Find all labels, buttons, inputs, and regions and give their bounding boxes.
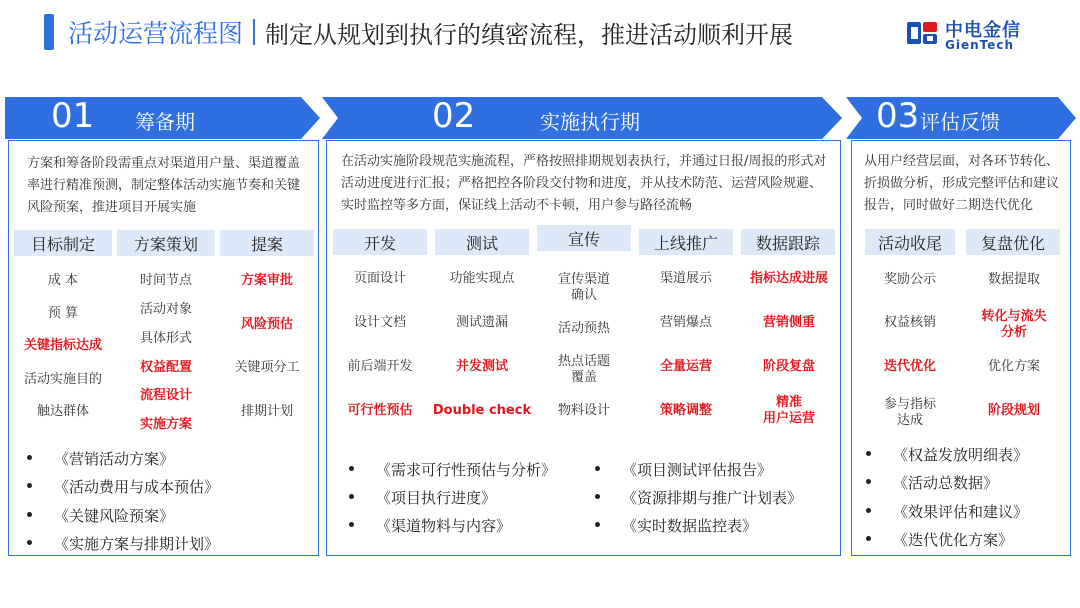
phase-2-document — [349, 515, 511, 536]
phase-3-panel — [851, 140, 1071, 556]
phase-2-item: 宣传渠道 确认 — [557, 272, 610, 303]
bullet-icon — [866, 508, 871, 513]
logo-text-en: GienTech — [945, 38, 1015, 52]
phase-3-category-wrapup: 活动收尾 — [865, 229, 955, 255]
phase-1-item: 排期计划 — [240, 404, 293, 419]
phase-3-document-title: 《迭代优化方案》 — [893, 531, 1014, 549]
bullet-icon — [595, 466, 600, 471]
phase-1-document-title: 《活动费用与成本预估》 — [54, 478, 220, 496]
phase-2-category-launch: 上线推广 — [639, 229, 733, 255]
phase-2-item: 热点话题 覆盖 — [557, 354, 610, 385]
page-title: 活动运营流程图 — [68, 19, 244, 48]
bullet-icon — [595, 494, 600, 499]
phase-3-item: 阶段规划 — [987, 403, 1040, 418]
phase-3-document-title: 《权益发放明细表》 — [893, 446, 1029, 464]
phase-1-panel — [8, 140, 319, 556]
phase-1-document — [27, 448, 174, 469]
phase-2-document-title: 《项目执行进度》 — [376, 489, 497, 507]
bullet-icon — [349, 466, 354, 471]
phase-3-category-review: 复盘优化 — [966, 229, 1060, 255]
phase-2-header — [322, 97, 842, 139]
phase-2-document — [349, 459, 556, 480]
phase-2-item: 全量运营 — [659, 359, 712, 374]
phase-1-header — [5, 97, 320, 139]
phase-1-item: 触达群体 — [36, 404, 89, 419]
bullet-icon — [349, 494, 354, 499]
phase-2-document-title: 《项目测试评估报告》 — [622, 461, 773, 479]
phase-1-item: 预 算 — [47, 306, 79, 321]
phase-1-document-title: 《关键风险预案》 — [54, 507, 175, 525]
phase-2-document — [595, 459, 772, 480]
bullet-icon — [595, 522, 600, 527]
phase-3-item: 数据提取 — [987, 272, 1040, 287]
phase-2-item: 功能实现点 — [449, 271, 515, 286]
phase-1-number: 01 — [51, 96, 95, 136]
logo-mark-icon — [905, 16, 939, 50]
phase-3-name: 评估反馈 — [920, 110, 1000, 134]
phase-1-item: 具体形式 — [139, 331, 192, 346]
phase-1-document-title: 《实施方案与排期计划》 — [54, 535, 220, 553]
phase-3-document — [866, 501, 1028, 522]
phase-3-document — [866, 529, 1013, 550]
phase-2-item: 营销侧重 — [762, 315, 815, 330]
phase-2-panel — [326, 140, 841, 556]
phase-2-item: 测试遗漏 — [455, 315, 508, 330]
phase-1-category-proposal: 提案 — [220, 230, 314, 256]
phase-1-item: 方案审批 — [240, 273, 293, 288]
bullet-icon — [27, 455, 32, 460]
title-accent-bar — [44, 14, 54, 50]
phase-2-item: 阶段复盘 — [762, 359, 815, 374]
bullet-icon — [866, 479, 871, 484]
company-logo — [905, 14, 1025, 54]
phase-2-item: 并发测试 — [455, 359, 508, 374]
phase-2-document-title: 《实时数据监控表》 — [622, 517, 758, 535]
phase-2-item: 设计文档 — [353, 315, 406, 330]
phase-1-item: 时间节点 — [139, 273, 192, 288]
phase-2-document — [595, 487, 802, 508]
phase-2-category-tracking: 数据跟踪 — [741, 229, 835, 255]
phase-2-number: 02 — [432, 96, 476, 136]
bullet-icon — [866, 536, 871, 541]
bullet-icon — [27, 512, 32, 517]
phase-3-number: 03 — [876, 96, 920, 136]
bullet-icon — [27, 483, 32, 488]
phase-3-item: 转化与流失 分析 — [981, 309, 1047, 340]
header — [44, 14, 793, 50]
phase-2-item: 渠道展示 — [659, 271, 712, 286]
phase-2-item: 指标达成进展 — [749, 271, 828, 286]
phase-2-category-test: 测试 — [435, 229, 529, 255]
bullet-icon — [27, 540, 32, 545]
phase-2-item: 精准 用户运营 — [762, 395, 815, 426]
phase-3-description: 从用户经营层面，对各环节转化、折损做分析，形成完整评估和建议报告，同时做好二期迭代优化 — [864, 154, 1060, 213]
phase-1-item: 成 本 — [47, 273, 79, 288]
phase-2-category-dev: 开发 — [333, 229, 427, 255]
phase-3-document-title: 《活动总数据》 — [893, 474, 999, 492]
phase-2-item: 营销爆点 — [659, 315, 712, 330]
phase-1-item: 活动对象 — [139, 302, 192, 317]
phase-1-description: 方案和筹备阶段需重点对渠道用户量、渠道覆盖率进行精准预测，制定整体活动实施节奏和关键风险预案，推进项目开展实施 — [27, 156, 301, 215]
phase-1-category-goals: 目标制定 — [14, 230, 112, 256]
phase-2-item: 物料设计 — [557, 403, 610, 418]
phase-2-document — [595, 515, 757, 536]
phase-3-item: 参与指标 达成 — [883, 397, 936, 428]
phase-2-document-title: 《需求可行性预估与分析》 — [376, 461, 557, 479]
phase-2-document — [349, 487, 496, 508]
phase-3-header — [846, 97, 1076, 139]
phase-1-document — [27, 533, 219, 554]
page-subtitle: 制定从规划到执行的缜密流程，推进活动顺利开展 — [265, 20, 794, 49]
phase-2-document-title: 《资源排期与推广计划表》 — [622, 489, 803, 507]
phase-2-name: 实施执行期 — [540, 110, 640, 134]
bullet-icon — [866, 451, 871, 456]
phase-3-item: 优化方案 — [987, 359, 1040, 374]
phase-1-item: 风险预估 — [240, 317, 293, 332]
phase-3-item: 迭代优化 — [883, 359, 936, 374]
phase-1-item: 关键指标达成 — [23, 338, 102, 353]
phase-1-item: 实施方案 — [139, 417, 192, 432]
phase-2-item: 页面设计 — [353, 271, 406, 286]
phase-1-document — [27, 505, 174, 526]
phase-2-item: 可行性预估 — [347, 403, 413, 418]
phase-2-description: 在活动实施阶段规范实施流程，严格按照排期规划表执行，并通过日报/周报的形式对活动进度进行汇报；严格把控各阶段交付物和进度，并从技术防范、运营风险规避、实时监控等多方面，保证线上活动不卡顿，用户参与路径流畅 — [341, 154, 827, 213]
phase-1-document — [27, 476, 219, 497]
phase-2-item: 活动预热 — [557, 321, 610, 336]
bullet-icon — [349, 522, 354, 527]
phase-1-item: 权益配置 — [139, 360, 192, 375]
phase-3-item: 权益核销 — [883, 315, 936, 330]
phase-1-item: 关键项分工 — [234, 360, 300, 375]
phase-2-item: 前后端开发 — [347, 359, 413, 374]
phase-1-item: 活动实施目的 — [23, 372, 102, 387]
phase-3-document-title: 《效果评估和建议》 — [893, 503, 1029, 521]
phase-3-document — [866, 444, 1028, 465]
phase-2-item: 策略调整 — [659, 403, 712, 418]
phase-1-item: 流程设计 — [139, 388, 192, 403]
phase-3-document — [866, 472, 998, 493]
logo-text-cn: 中电金信 — [945, 20, 1021, 41]
phase-1-document-title: 《营销活动方案》 — [54, 450, 175, 468]
phase-2-item: Double check — [432, 403, 532, 418]
phase-2-category-promo: 宣传 — [537, 225, 631, 251]
phase-1-category-planning: 方案策划 — [117, 230, 215, 256]
phase-2-document-title: 《渠道物料与内容》 — [376, 517, 512, 535]
title-divider — [253, 19, 255, 45]
phase-1-name: 筹备期 — [135, 110, 195, 134]
phase-3-item: 奖励公示 — [883, 272, 936, 287]
